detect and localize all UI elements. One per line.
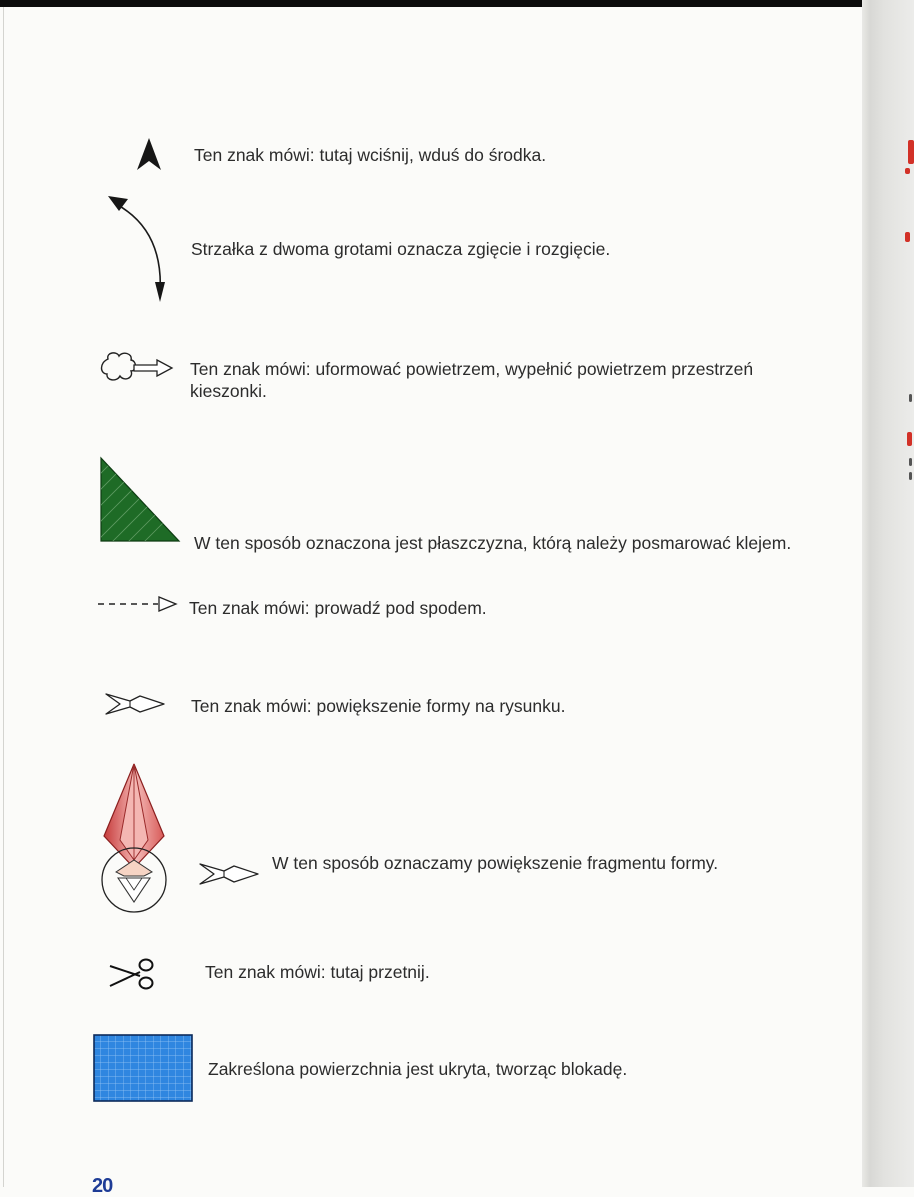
double-arrow-fold-icon xyxy=(104,190,176,308)
legend-text: W ten sposób oznaczona jest płaszczyzna, którą należy posmarować klejem. xyxy=(194,533,792,553)
blue-grid-block-icon xyxy=(93,1034,193,1102)
legend-text: Zakreślona powierzchnia jest ukryta, tworząc blokadę. xyxy=(208,1059,628,1079)
top-edge xyxy=(0,0,914,7)
legend-text: Ten znak mówi: tutaj przetnij. xyxy=(205,962,430,982)
adjacent-page-mark xyxy=(905,232,910,242)
legend-text: Strzałka z dwoma grotami oznacza zgięcie i rozgięcie. xyxy=(191,239,611,259)
adjacent-page-mark xyxy=(908,140,914,164)
legend-text: W ten sposób oznaczamy powiększenie fragmentu formy. xyxy=(272,853,719,873)
enlarge-arrow-icon xyxy=(198,860,262,888)
legend-text: Ten znak mówi: prowadź pod spodem. xyxy=(189,598,487,618)
scissors-icon xyxy=(108,956,160,992)
page-number: 20 xyxy=(92,1175,113,1197)
adjacent-page-mark xyxy=(909,458,912,466)
adjacent-page-mark xyxy=(909,472,912,480)
legend-text: Ten znak mówi: uformować powietrzem, wypełnić powietrzem przestrzeń kieszonki. xyxy=(190,359,754,401)
legend-text: Ten znak mówi: powiększenie formy na rysunku. xyxy=(191,696,566,716)
adjacent-page-mark xyxy=(905,168,910,174)
legend-text: Ten znak mówi: tutaj wciśnij, wduś do środka. xyxy=(194,145,547,165)
page-left-edge xyxy=(3,7,4,1187)
dashed-under-arrow-icon xyxy=(96,594,180,614)
enlarge-arrow-icon xyxy=(104,690,168,718)
adjacent-page-mark xyxy=(909,394,912,402)
push-in-arrow-icon xyxy=(134,136,164,172)
adjacent-page-strip xyxy=(862,0,914,1187)
enlarge-fragment-icon xyxy=(94,760,184,920)
glue-triangle-icon xyxy=(98,456,182,544)
inflate-cloud-arrow-icon xyxy=(95,350,177,390)
adjacent-page-mark xyxy=(907,432,912,446)
